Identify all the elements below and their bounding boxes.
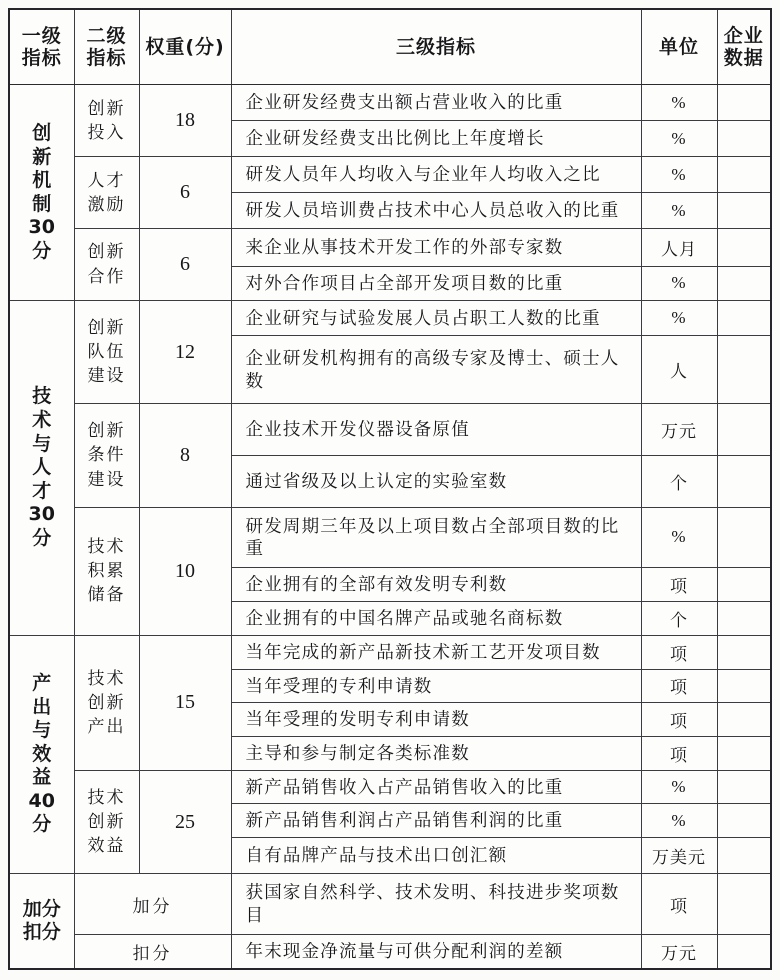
level2-line: 创新 [87,98,126,118]
level3-indicator-cell: 企业研发机构拥有的高级专家及博士、硕士人数 [231,335,641,403]
enterprise-data-cell[interactable] [717,301,771,336]
level2-line: 技术 [87,787,126,807]
level3-indicator-cell: 主导和参与制定各类标准数 [231,737,641,771]
header-line: 企业 [723,24,764,47]
level1-char: 才 [32,479,52,502]
unit-cell: % [641,266,717,300]
level3-indicator-cell: 当年受理的专利申请数 [231,669,641,703]
level1-char: 与 [32,432,52,455]
table-row [9,771,771,804]
unit-cell: 万元 [641,934,717,969]
unit-cell: % [641,804,717,837]
weight-cell: 6 [139,157,231,229]
weight-cell: 25 [139,771,231,874]
table-row [9,874,771,935]
enterprise-data-cell[interactable] [717,335,771,403]
table-row [9,157,771,193]
level3-indicator-cell: 新产品销售利润占产品销售利润的比重 [231,804,641,837]
level3-indicator-cell: 企业研究与试验发展人员占职工人数的比重 [231,301,641,336]
header-line: 权重(分) [145,35,225,58]
level3-indicator-cell: 来企业从事技术开发工作的外部专家数 [231,229,641,267]
unit-cell: % [641,121,717,157]
header-enterprise-data [717,9,771,85]
level1-char: 分 [32,813,52,836]
enterprise-data-cell[interactable] [717,85,771,121]
level3-indicator-cell: 通过省级及以上认定的实验室数 [231,455,641,507]
weight-cell: 12 [139,301,231,404]
unit-cell: % [641,193,717,229]
level2-line: 人才 [87,170,126,190]
level2-line: 建设 [87,366,126,386]
unit-cell: 项 [641,874,717,935]
enterprise-data-cell[interactable] [717,804,771,837]
level2-line: 投入 [87,122,126,142]
level1-char: 扣分 [22,921,61,944]
level1-char: 分 [32,239,52,262]
level1-char: 益 [32,766,52,789]
level3-indicator-cell: 企业研发经费支出比例比上年度增长 [231,121,641,157]
level2-line: 创新 [87,317,126,337]
level3-indicator-cell: 研发周期三年及以上项目数占全部项目数的比重 [231,507,641,568]
header-line: 数据 [723,47,764,70]
level3-indicator-cell: 企业拥有的全部有效发明专利数 [231,568,641,602]
unit-cell: % [641,157,717,193]
level1-indicator-cell [9,301,74,636]
level2-line: 储备 [87,585,126,605]
level1-char: 与 [32,719,52,742]
unit-cell: 项 [641,568,717,602]
weight-cell: 8 [139,404,231,507]
header-line: 二级 [86,24,127,47]
unit-cell: 个 [641,601,717,635]
enterprise-data-cell[interactable] [717,837,771,874]
table-header-row [9,9,771,85]
enterprise-data-cell[interactable] [717,771,771,804]
level1-char: 技 [32,385,52,408]
unit-cell: 个 [641,455,717,507]
header-weight-points [139,9,231,85]
level1-char: 人 [32,456,52,479]
enterprise-data-cell[interactable] [717,193,771,229]
enterprise-data-cell[interactable] [717,737,771,771]
table-row [9,301,771,336]
level3-indicator-cell: 年末现金净流量与可供分配利润的差额 [231,934,641,969]
level1-char: 产 [32,672,52,695]
level3-indicator-cell: 新产品销售收入占产品销售收入的比重 [231,771,641,804]
level1-char: 出 [32,695,52,718]
enterprise-data-cell[interactable] [717,601,771,635]
header-line: 一级 [21,24,62,47]
level3-indicator-cell: 研发人员培训费占技术中心人员总收入的比重 [231,193,641,229]
level2-line: 效益 [87,836,126,856]
level3-indicator-cell: 企业研发经费支出额占营业收入的比重 [231,85,641,121]
level3-indicator-cell: 研发人员年人均收入与企业年人均收入之比 [231,157,641,193]
unit-cell: 项 [641,635,717,669]
table-row [9,404,771,456]
weight-cell: 10 [139,507,231,635]
level3-indicator-cell: 对外合作项目占全部开发项目数的比重 [231,266,641,300]
enterprise-data-cell[interactable] [717,568,771,602]
unit-cell: % [641,507,717,568]
unit-cell: 万元 [641,404,717,456]
level2-line: 产出 [87,716,126,736]
level2-line: 创新 [87,812,126,832]
level2-line: 创新 [87,421,126,441]
level1-char: 分 [32,526,52,549]
enterprise-data-cell[interactable] [717,121,771,157]
level1-char: 创 [32,122,52,145]
level2-line: 激励 [87,194,126,214]
enterprise-data-cell[interactable] [717,703,771,737]
level2-indicator-cell [74,635,139,770]
enterprise-data-cell[interactable] [717,157,771,193]
header-level1-indicator [9,9,74,85]
table-row [9,85,771,121]
enterprise-data-cell[interactable] [717,874,771,935]
subscore-label-cell: 扣分 [74,934,231,969]
evaluation-indicator-table [8,8,772,970]
unit-cell: % [641,85,717,121]
header-line: 单位 [658,35,699,58]
level1-char: 术 [32,409,52,431]
level2-indicator-cell [74,771,139,874]
level2-line: 建设 [87,469,126,489]
table-row [9,635,771,669]
enterprise-data-cell[interactable] [717,266,771,300]
enterprise-data-cell[interactable] [717,635,771,669]
level2-indicator-cell [74,301,139,404]
level2-indicator-cell [74,404,139,507]
level3-indicator-cell: 自有品牌产品与技术出口创汇额 [231,837,641,874]
level1-char: 30 [28,216,55,239]
weight-cell: 6 [139,229,231,301]
level1-indicator-cell [9,85,74,301]
level1-char: 机 [32,169,52,192]
header-unit [641,9,717,85]
header-line: 指标 [21,47,62,70]
level3-indicator-cell: 当年受理的发明专利申请数 [231,703,641,737]
level1-char: 效 [32,742,52,765]
header-level2-indicator [74,9,139,85]
header-level3-indicator [231,9,641,85]
subscore-label-cell: 加分 [74,874,231,935]
level2-indicator-cell [74,507,139,635]
level1-indicator-cell [9,874,74,969]
level3-indicator-cell: 企业拥有的中国名牌产品或驰名商标数 [231,601,641,635]
level1-char: 40 [28,789,55,812]
table-row [9,507,771,568]
level2-indicator-cell [74,85,139,157]
level1-char: 新 [32,145,52,168]
level2-line: 队伍 [87,342,126,362]
header-line: 三级指标 [395,35,476,58]
enterprise-data-cell[interactable] [717,455,771,507]
unit-cell: 项 [641,703,717,737]
level3-indicator-cell: 企业技术开发仪器设备原值 [231,404,641,456]
level2-line: 条件 [87,445,126,465]
level1-char: 制 [32,192,52,215]
header-line: 指标 [86,47,127,70]
level2-line: 技术 [87,536,126,556]
unit-cell: 项 [641,669,717,703]
enterprise-data-cell[interactable] [717,229,771,267]
weight-cell: 15 [139,635,231,770]
level3-indicator-cell: 当年完成的新产品新技术新工艺开发项目数 [231,635,641,669]
level2-line: 合作 [87,266,126,286]
enterprise-data-cell[interactable] [717,669,771,703]
level3-indicator-cell: 获国家自然科学、技术发明、科技进步奖项数目 [231,874,641,935]
table-row [9,934,771,969]
enterprise-data-cell[interactable] [717,507,771,568]
weight-cell: 18 [139,85,231,157]
level2-line: 创新 [87,242,126,262]
level1-indicator-cell [9,635,74,874]
enterprise-data-cell[interactable] [717,934,771,969]
table-row [9,229,771,267]
level2-line: 技术 [87,668,126,688]
unit-cell: % [641,301,717,336]
level1-char: 加分 [22,897,61,920]
level2-line: 创新 [87,692,126,712]
unit-cell: % [641,771,717,804]
unit-cell: 人月 [641,229,717,267]
level2-indicator-cell [74,157,139,229]
unit-cell: 项 [641,737,717,771]
level2-line: 积累 [87,561,126,581]
level2-indicator-cell [74,229,139,301]
level1-char: 30 [28,503,55,526]
enterprise-data-cell[interactable] [717,404,771,456]
unit-cell: 万美元 [641,837,717,874]
unit-cell: 人 [641,335,717,403]
